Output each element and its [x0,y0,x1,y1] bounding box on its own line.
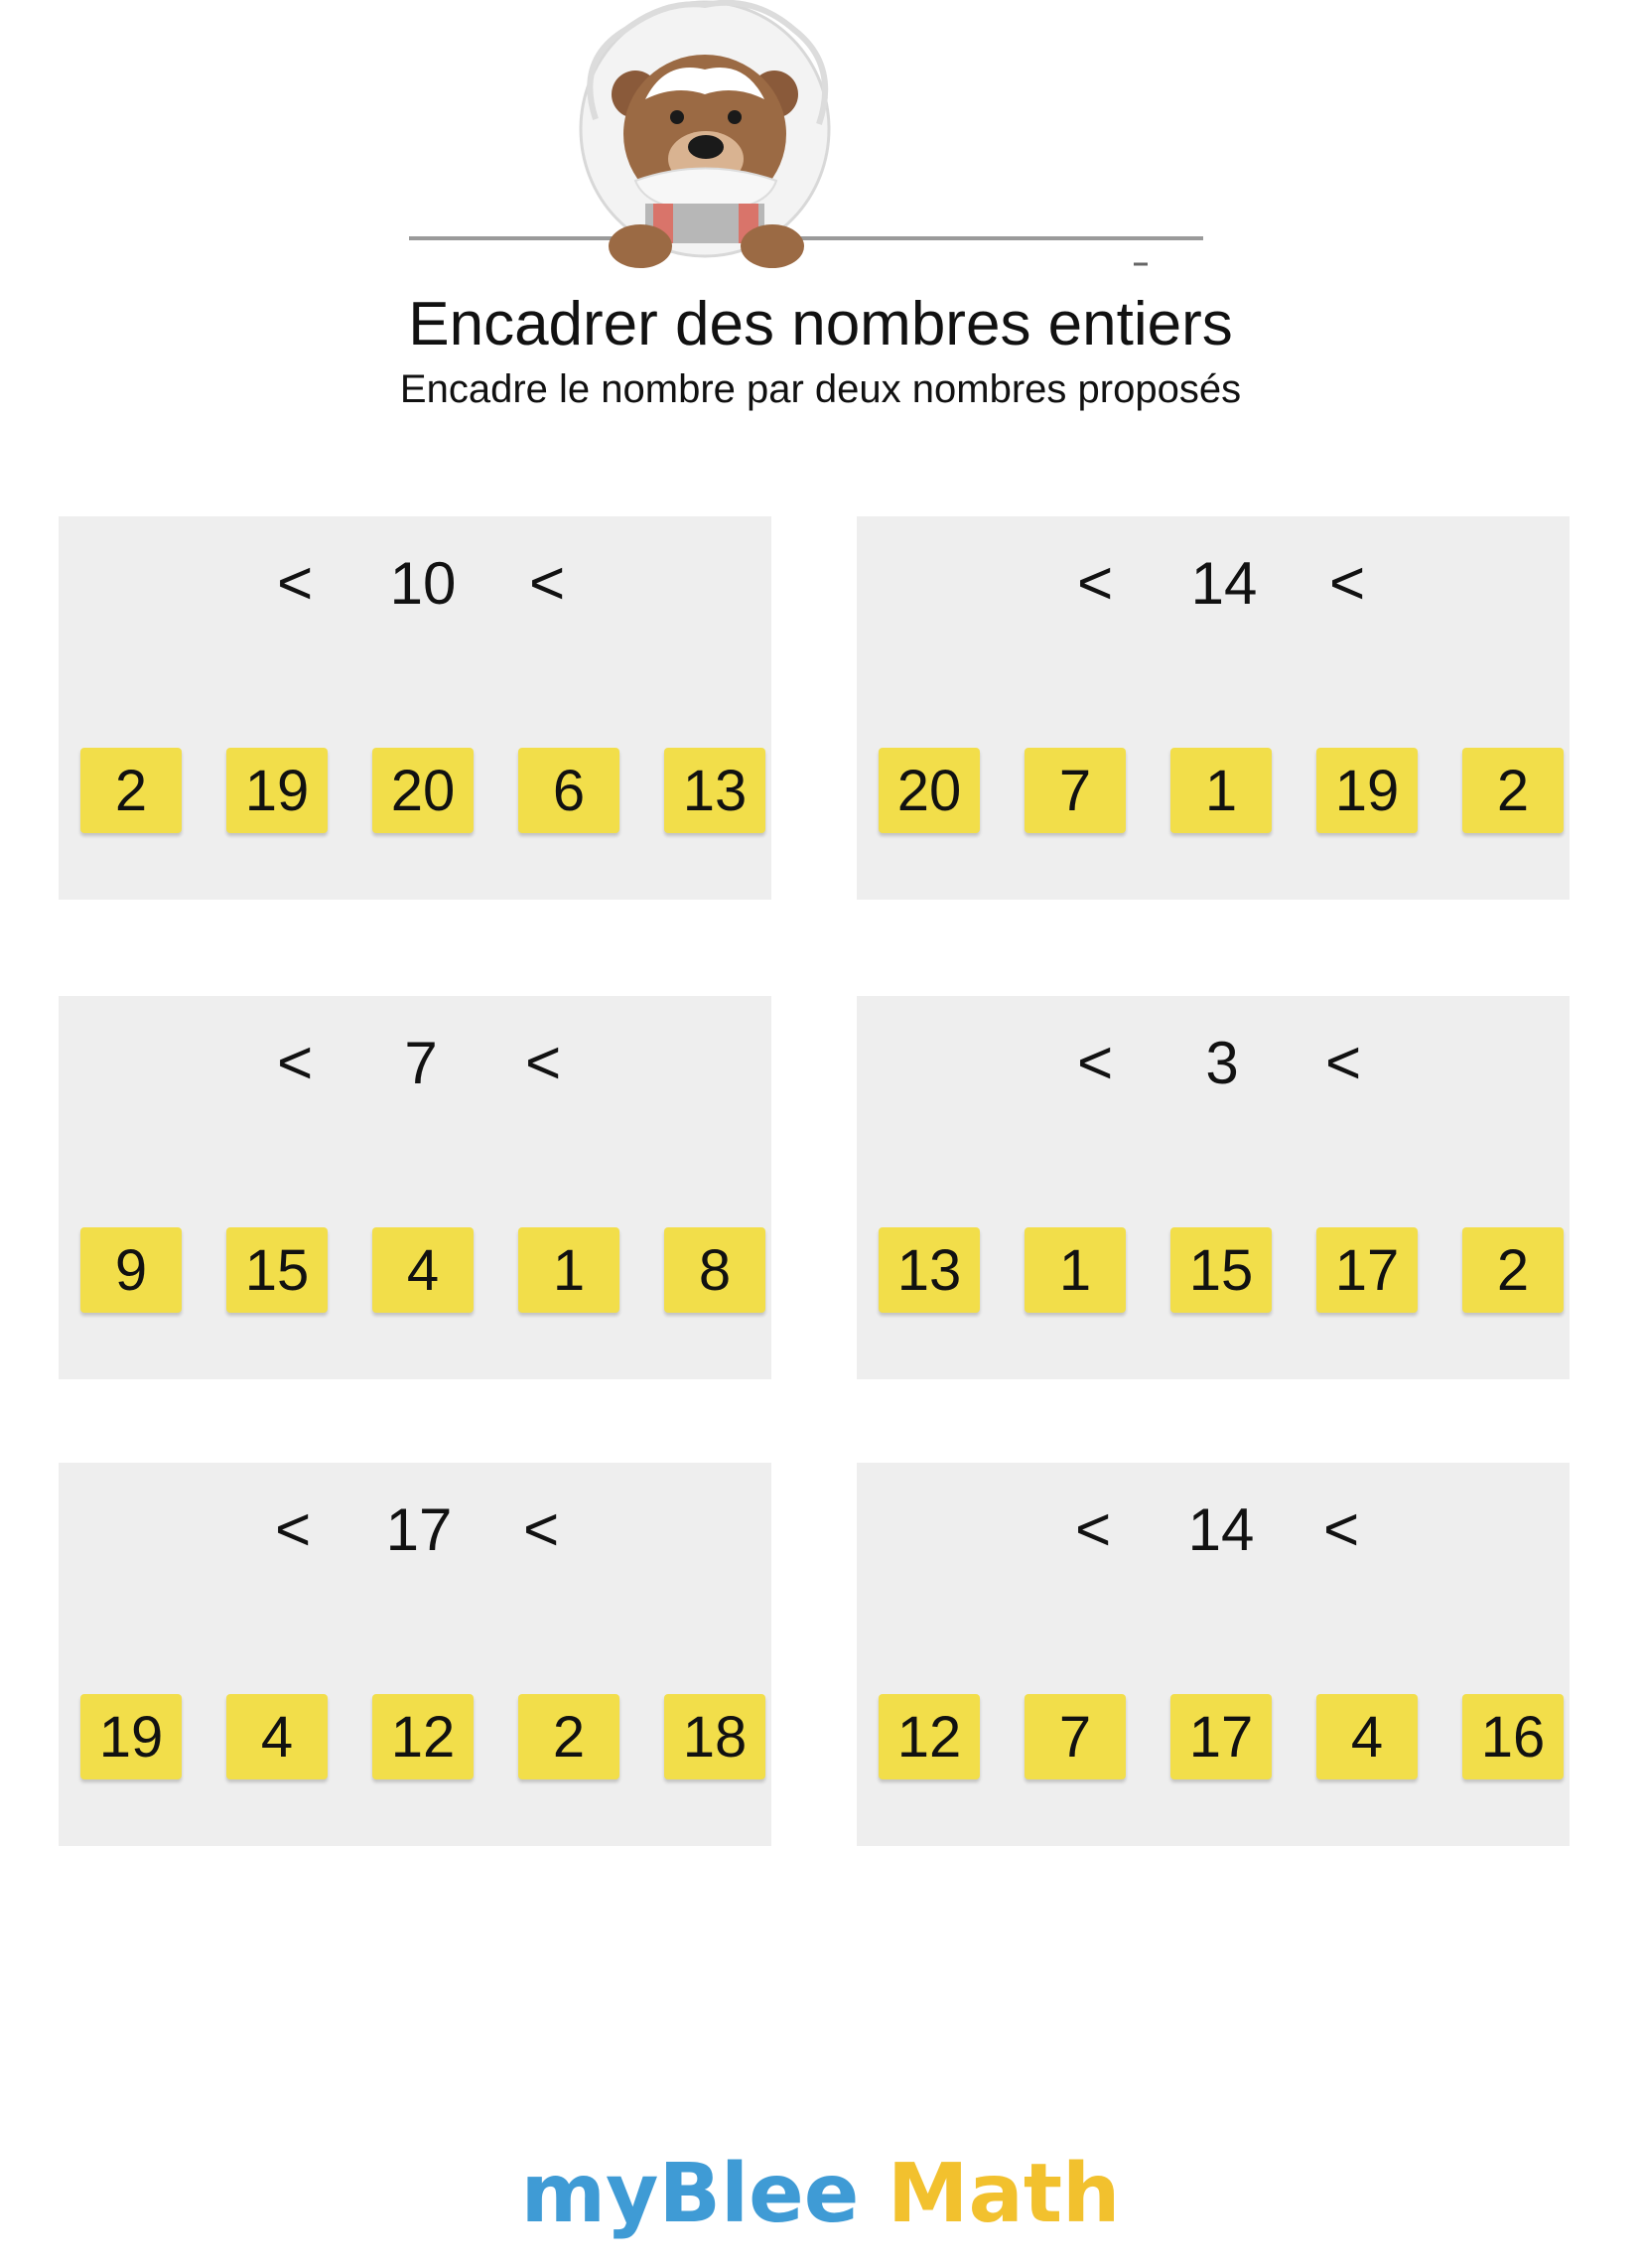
number-choice-tile[interactable]: 20 [372,748,474,833]
less-than-symbol: < [1325,1029,1362,1097]
number-choice-tile[interactable]: 20 [879,748,980,833]
number-choice-tile[interactable]: 15 [226,1227,328,1313]
number-choice-tile[interactable]: 1 [518,1227,619,1313]
less-than-symbol: < [529,549,566,618]
number-choice-tile[interactable]: 2 [518,1694,619,1779]
less-than-symbol: < [1323,1495,1360,1564]
exercise-panel [857,1463,1570,1846]
less-than-symbol: < [277,549,314,618]
less-than-symbol: < [275,1495,312,1564]
number-choice-tile[interactable]: 2 [1462,1227,1564,1313]
target-number: 10 [389,550,457,617]
less-than-symbol: < [1077,1029,1114,1097]
number-choice-tile[interactable]: 12 [879,1694,980,1779]
exercise-panel [857,996,1570,1379]
number-choice-tile[interactable]: 16 [1462,1694,1564,1779]
number-choice-tile[interactable]: 7 [1025,748,1126,833]
exercise-panel [59,1463,771,1846]
target-number: 3 [1205,1030,1239,1096]
number-choice-tile[interactable]: 19 [1316,748,1418,833]
number-choice-tile[interactable]: 9 [80,1227,182,1313]
number-choice-tile[interactable]: 1 [1170,748,1272,833]
worksheet-title: Encadrer des nombres entiers [408,290,1233,358]
number-choice-tile[interactable]: 4 [226,1694,328,1779]
target-number: 14 [1190,550,1258,617]
number-choice-tile[interactable]: 19 [80,1694,182,1779]
number-choice-tile[interactable]: 4 [372,1227,474,1313]
exercise-panel [59,996,771,1379]
less-than-symbol: < [1075,1495,1112,1564]
number-choice-tile[interactable]: 7 [1025,1694,1126,1779]
exercise-panel [857,516,1570,900]
less-than-symbol: < [277,1029,314,1097]
number-choice-tile[interactable]: 18 [664,1694,765,1779]
number-choice-tile[interactable]: 2 [1462,748,1564,833]
number-choice-tile[interactable]: 12 [372,1694,474,1779]
logo-part-math: Math [887,2147,1121,2241]
target-number: 7 [404,1030,438,1096]
target-number: 14 [1187,1496,1255,1563]
number-choice-tile[interactable]: 1 [1025,1227,1126,1313]
number-choice-tile[interactable]: 2 [80,748,182,833]
lion-mascot-illustration [397,0,1241,268]
myblee-math-logo [0,2145,1641,2244]
number-choice-tile[interactable]: 4 [1316,1694,1418,1779]
number-choice-tile[interactable]: 13 [664,748,765,833]
less-than-symbol: < [525,1029,562,1097]
number-choice-tile[interactable]: 6 [518,748,619,833]
worksheet-subtitle: Encadre le nombre par deux nombres proposés [399,367,1242,411]
number-choice-tile[interactable]: 17 [1316,1227,1418,1313]
logo-part-myblee: myBlee [520,2147,860,2241]
number-choice-tile[interactable]: 17 [1170,1694,1272,1779]
less-than-symbol: < [523,1495,560,1564]
target-number: 17 [385,1496,453,1563]
number-choice-tile[interactable]: 8 [664,1227,765,1313]
less-than-symbol: < [1077,549,1114,618]
number-choice-tile[interactable]: 13 [879,1227,980,1313]
exercise-panel [59,516,771,900]
number-choice-tile[interactable]: 15 [1170,1227,1272,1313]
number-choice-tile[interactable]: 19 [226,748,328,833]
less-than-symbol: < [1329,549,1366,618]
